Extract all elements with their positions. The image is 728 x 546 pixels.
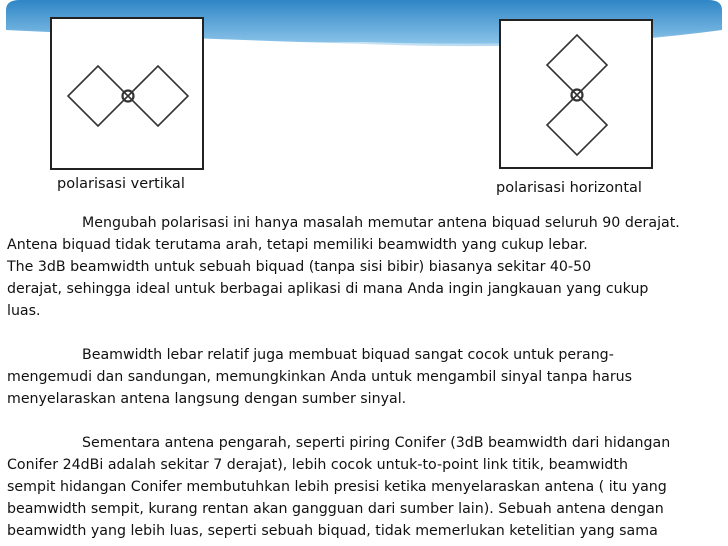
text-line: beamwidth sempit, kurang rentan akan gangguan dari sumber lain). Sebuah antena dengan: [7, 501, 664, 517]
biquad-antenna-icon: [501, 21, 651, 167]
biquad-antenna-icon: [52, 19, 202, 168]
text-line: beamwidth yang lebih luas, seperti sebuah biquad, tidak memerlukan ketelitian yang sama: [7, 523, 658, 539]
text-line: Conifer 24dBi adalah sekitar 7 derajat), lebih cocok untuk-to-point link titik, beamwidth: [7, 457, 628, 473]
text-line: [7, 432, 723, 454]
paragraph-2: [7, 344, 723, 410]
text-line: [7, 212, 723, 234]
text-line: mengemudi dan sandungan, memungkinkan Anda untuk mengambil sinyal tanpa harus: [7, 369, 633, 385]
paragraph-3: [7, 432, 723, 542]
text-line: [7, 344, 723, 366]
text-line: The 3dB beamwidth untuk sebuah biquad (tanpa sisi bibir) biasanya sekitar 40-50: [7, 259, 592, 275]
caption-vertical: polarisasi vertikal: [57, 176, 185, 192]
vertical-polarization-figure: [50, 17, 204, 170]
text-line: luas.: [7, 303, 41, 319]
text-line: sempit hidangan Conifer membutuhkan lebih presisi ketika menyelaraskan antena ( itu yang: [7, 479, 667, 495]
body-text: [7, 212, 723, 542]
text-line: menyelaraskan antena langsung dengan sumber sinyal.: [7, 391, 407, 407]
text-line-content: Mengubah polarisasi ini hanya masalah memutar antena biquad seluruh 90 derajat.: [82, 215, 680, 231]
text-line-content: Beamwidth lebar relatif juga membuat biquad sangat cocok untuk perang-: [82, 347, 614, 363]
text-line: derajat, sehingga ideal untuk berbagai aplikasi di mana Anda ingin jangkauan yang cukup: [7, 281, 649, 297]
paragraph-1: [7, 212, 723, 322]
caption-horizontal: polarisasi horizontal: [496, 180, 642, 196]
text-line-content: Sementara antena pengarah, seperti piring Conifer (3dB beamwidth dari hidangan: [82, 435, 671, 451]
horizontal-polarization-figure: [499, 19, 653, 169]
text-line: Antena biquad tidak terutama arah, tetapi memiliki beamwidth yang cukup lebar.: [7, 237, 588, 253]
